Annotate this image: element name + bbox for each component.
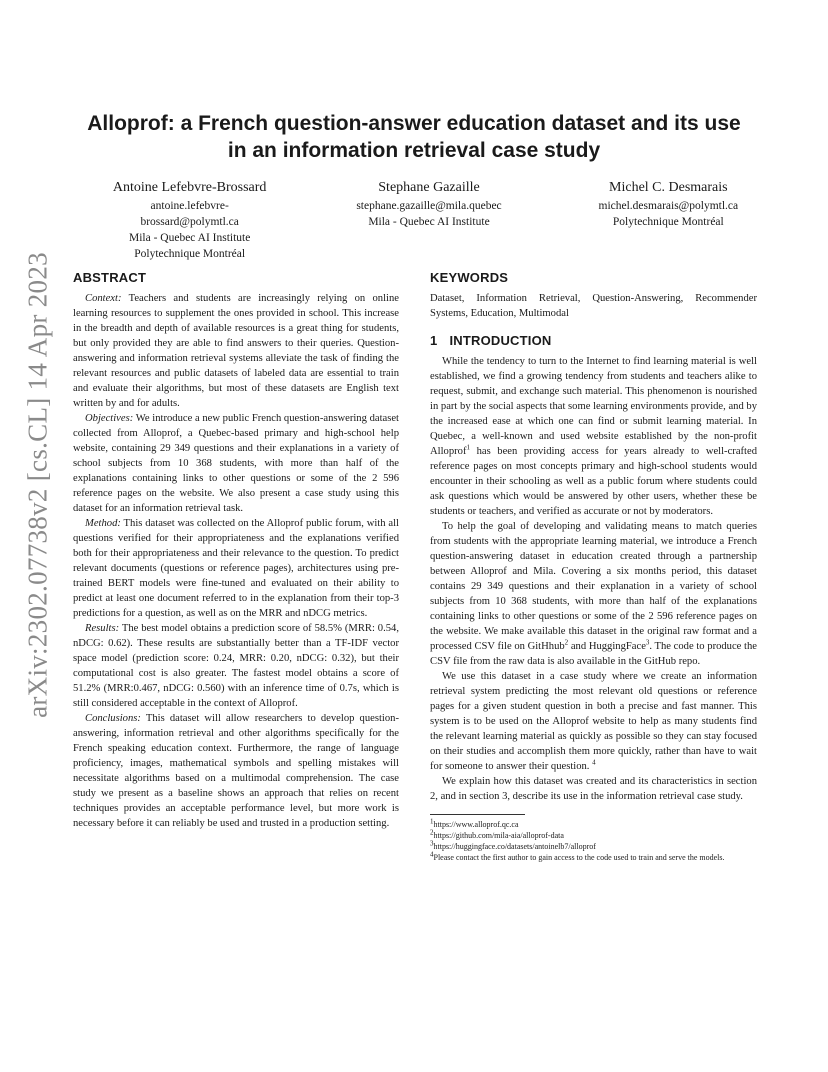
intro-paragraph: While the tendency to turn to the Internet to find learning material is well established, we find a growing tendency from students and teachers alike to request, submit, and exchange such material. This phenomenon is nourished in part by the social aspects that some learning environments provide, and by the increased ease at which one can find or submit learning material. In Quebec, a well-known and used website established by the non-profit Alloprof$^1$ has been providing access for years already to well-crafted reference pages on most concepts primary and high-school students would encounter in their schooling as well as a public forum where students could ask questions which would be answered by other users, whether these be students or teachers, and verified as accurate or not by moderators. [430,356,757,517]
author-affiliation: Polytechnique Montréal [134,248,246,260]
abstract-method: Method: This dataset was collected on the Alloprof public forum, with all questions verified for their appropriateness and the explanations verified both for their appropriateness and their relevance to the question. To predict relevant documents (questions or reference pages), architectures using pre-trained BERT models were fine-tuned and evaluated on their ability to predict at least one document referred to in the explanation from their top-3 predictions for a question, as well as on the MRR and nDCG metrics. [73,518,399,619]
footnote: $^4$Please contact the first author to gain access to the code used to train and serve the models. [430,850,725,862]
footnote-ref: 3 [645,638,650,647]
arxiv-stamp [8,252,68,718]
author-3 [549,178,788,262]
keywords-text: Dataset, Information Retrieval, Question-Answering, Recommender Systems, Education, Multimodal [430,293,757,319]
abstract-objectives: Objectives: We introduce a new public French question-answering dataset collected from Alloprof, a Quebec-based primary and high-school help website, containing 29 349 questions and their explanations in a variety of school subjects from 10 368 students, with more than half of the explanations containing links to other questions or some of the 2 596 reference pages on the website. We also present a case study using this dataset for an information retrieval task. [73,413,399,514]
author-2 [309,178,548,262]
footnote: $^3$https://huggingface.co/datasets/antoinelb7/alloprof [430,839,596,851]
abstract-context: Context: Teachers and students are increasingly relying on online learning resources to supplement the ones provided in school. This increase in the breadth and depth of available resources is a great thing for students, but only provided they are able to find answers to their queries. Question-answering and information retrieval systems alleviate the task of finding the relevant resources and public datasets of labeled data are essential to train and evaluate their algorithms, but most of these datasets are English text written by and for adults. [73,293,399,409]
footnote-ref: 1 [466,443,470,452]
author-email: stephane.gazaille@mila.quebec [356,200,502,212]
abstract-results: Results: The best model obtains a prediction score of 58.5% (MRR: 0.54, nDCG: 0.62). These results are substantially better than a TF-IDF vector space model (prediction score: 0.24, MRR: 0.20, nDCG: 0.32), but their computational cost is also greater. The fastest model obtains a score of 51.2% (MRR:0.467, nDCG: 0.560) with an inference time of 0.7s, which is still considered acceptable in the context of Alloprof. [73,623,399,709]
author-name: Michel C. Desmarais [609,180,728,195]
abstract-conclusions: Conclusions: This dataset will allow researchers to develop question-answering, information retrieval and other algorithms specifically for the French speaking education context. Furthermore, the range of language proficiency, images, mathematical symbols and spelling mistakes will necessitate algorithms based on a multimodal comprehension. The case study we present as a baseline shows an approach that relies on recent techniques provides an acceptable performance level, but more work is necessary before it can reliably be used and trusted in a production setting. [73,713,399,829]
footnote: $^2$https://github.com/mila-aia/alloprof-data [430,828,564,840]
author-affiliation: Mila - Quebec AI Institute [128,232,251,244]
right-column [430,270,757,863]
author-email: antoine.lefebvre- [150,200,229,212]
intro-paragraph: We use this dataset in a case study where we create an information retrieval system predicting the most relevant old questions or reference pages for a given student question in both a precise and fast manner. This system is to be used on the Alloprof website to help as many students find the relevant learning material as quickly as possible so they can stay focused on their studies and accomplish them more quickly, rather than have to wait for someone to answer their question. $^4$ [430,671,757,772]
intro-paragraph: We explain how this dataset was created and its characteristics in section 2, and in section 3, describe its use in the information retrieval case study. [430,776,757,802]
title-line-2: in an information retrieval case study [227,139,601,162]
title-line-1: Alloprof: a French question-answer education dataset and its use [87,112,741,135]
author-block [70,178,788,262]
author-1 [70,178,309,262]
keywords-heading: KEYWORDS [430,270,509,285]
author-name: Stephane Gazaille [378,180,480,195]
footnotes [430,819,757,863]
intro-paragraph: To help the goal of developing and validating means to match queries from students with the appropriate learning material, we introduce a French question-answering dataset in education created through a partnership between Alloprof and Mila. Covering a six months period, this dataset contains 29 349 questions and their explanation in a variety of school subjects from 10 368 students, with more than half of the explanations containing links to other questions or some of the 2 596 reference pages on the website. We make available this dataset in the original raw format and a processed CSV file on GitHhub$^2$ and HuggingFace$^3$. The code to produce the CSV file from the raw data is also available in the GitHub repo. [430,521,758,667]
left-column [73,270,399,831]
author-email: michel.desmarais@polymtl.ca [598,200,739,212]
arxiv-identifier: arXiv:2302.07738v2 [cs.CL] 14 Apr 2023 [22,252,53,718]
introduction-heading: 1 INTRODUCTION [430,333,552,348]
author-email: brossard@polymtl.ca [140,216,239,228]
author-affiliation: Mila - Quebec AI Institute [368,216,490,228]
author-name: Antoine Lefebvre-Brossard [112,180,267,195]
author-affiliation: Polytechnique Montréal [612,216,724,228]
footnote-ref: 2 [564,638,569,647]
footnote: $^1$https://www.alloprof.qc.ca [430,817,519,829]
abstract-heading: ABSTRACT [73,270,147,285]
footnote-ref: 4 [592,758,596,767]
paper-title [60,110,768,164]
